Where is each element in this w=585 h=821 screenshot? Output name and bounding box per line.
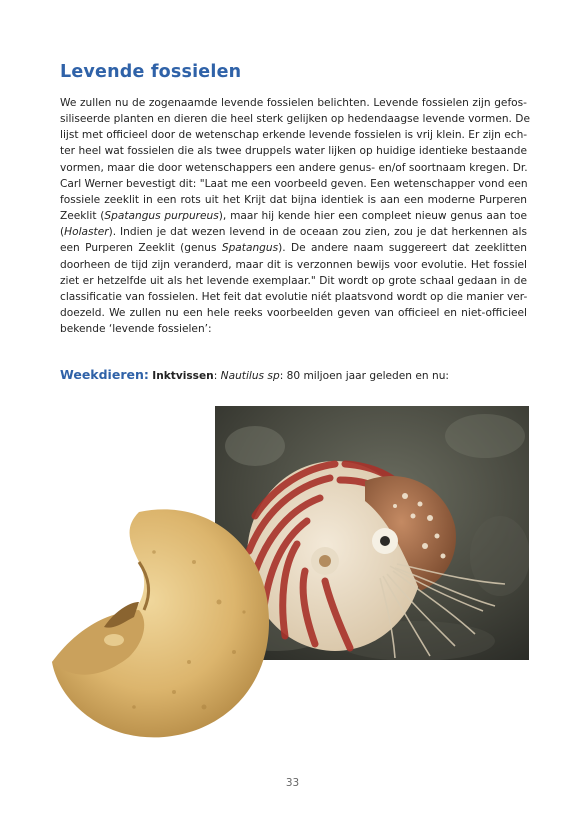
- paragraph-line: Zeeklit (Spatangus purpureus), maar hij kende hier een compleet nieuw genus aan toe: [60, 210, 527, 223]
- paragraph-line: bekende ‘levende fossielen’:: [60, 323, 212, 336]
- paragraph-line: classificatie van fossielen. Het feit dat evolutie niét plaatsvond wordt op die manier ver-: [60, 290, 528, 303]
- species-caption: [60, 367, 449, 382]
- paragraph-line: vormen, maar die door wetenschappers een andere genus- en/of soortnaam kregen. Dr.: [60, 161, 528, 174]
- category-label: Weekdieren:: [60, 367, 149, 382]
- paragraph-line: doorheen de tijd zijn veranderd, maar dit is verzonnen bewijs voor evolutie. Het fossiel: [60, 258, 527, 271]
- paragraph-line: ziet er hetzelfde uit als het levende exemplaar." Dit wordt op grote schaal gedaan in de: [60, 274, 527, 287]
- page-number: 33: [285, 777, 300, 789]
- fossil-nautilus-photo: [44, 492, 284, 742]
- body-paragraph: [60, 95, 530, 337]
- section-heading: Levende fossielen: [60, 62, 242, 82]
- paragraph-line: doezeld. We zullen nu een hele reeks voorbeelden geven van officieel en niet-officieel: [60, 307, 527, 320]
- paragraph-line: een Purperen Zeeklit (genus Spatangus). De andere naam suggereert dat zeeklitten: [60, 242, 527, 255]
- paragraph-line: lijst met officieel door de wetenschap erkende levende fossielen is vrij klein. Er zijn ech-: [60, 129, 528, 142]
- paragraph-line: (Holaster). Indien je dat wezen levend in de oceaan zou zien, zou je dat herkennen als: [60, 226, 527, 239]
- group-label: Inktvissen: [152, 370, 214, 382]
- paragraph-line: Carl Werner bevestigt dit: "Laat me een voorbeeld geven. Een wetenschapper vond een: [60, 177, 528, 190]
- separator: :: [213, 370, 221, 382]
- paragraph-line: We zullen nu de zogenaamde levende fossielen belichten. Levende fossielen zijn gefos-: [60, 97, 527, 109]
- period-text: : 80 miljoen jaar geleden en nu:: [279, 370, 449, 382]
- genus-name: Nautilus sp: [220, 370, 280, 382]
- paragraph-line: ter heel wat fossielen die als twee druppels water lijken op huidige identieke bestaande: [60, 145, 527, 158]
- paragraph-line: fossiele zeeklit in een rots uit het Krijt dat bijna identiek is aan een moderne Purperen: [60, 193, 527, 206]
- paragraph-line: siliseerde planten en dieren die heel sterk gelijken op hedendaagse levende vormen. De: [60, 113, 530, 126]
